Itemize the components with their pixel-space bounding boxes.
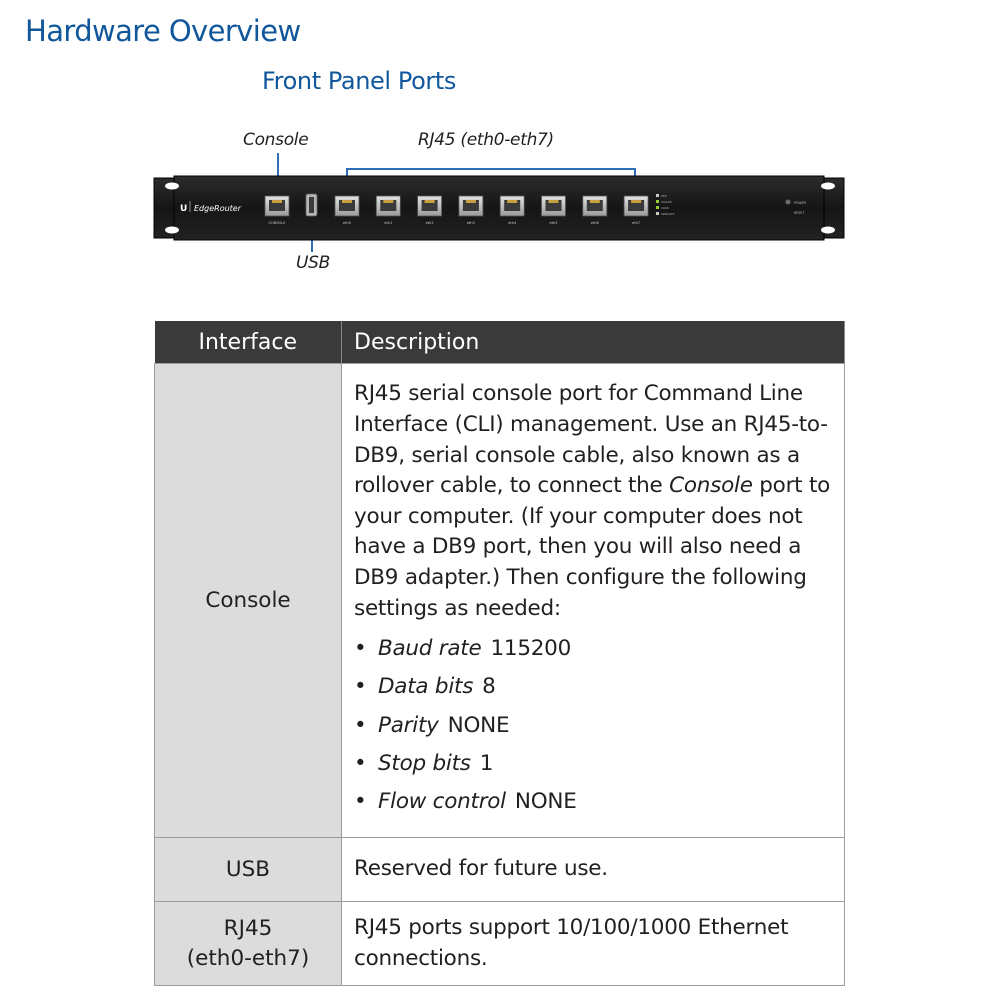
led-indicator-icon — [656, 206, 659, 209]
interface-table — [154, 321, 845, 986]
eth-port-label: eth1 — [384, 221, 393, 225]
console-callout-label: Console — [243, 130, 309, 150]
usb-port-icon — [306, 194, 317, 216]
interface-cell: Console — [155, 364, 342, 838]
router-front-panel — [150, 170, 850, 246]
rj45-callout-label: RJ45 (eth0-eth7) — [418, 130, 554, 150]
description-cell: RJ45 ports support 10/100/1000 Ethernet connections. — [342, 902, 845, 986]
description-cell — [342, 364, 845, 838]
eth-port-label: eth6 — [590, 221, 599, 225]
brand-name: EdgeRouter — [194, 204, 242, 213]
eth-port-label: eth5 — [549, 221, 558, 225]
table-header-row — [155, 321, 845, 364]
led-legend-label: LINK/ACT — [661, 212, 675, 216]
led-indicator-icon — [656, 194, 659, 197]
brand-logo-icon: U — [180, 204, 188, 214]
page-heading: Hardware Overview — [25, 14, 301, 48]
bullet-icon: • — [354, 789, 367, 815]
list-item: • Baud rate 115200 — [354, 630, 834, 668]
console-port-icon — [265, 196, 289, 216]
header-description: Description — [342, 321, 845, 364]
led-legend-label: 10/100 — [661, 200, 672, 204]
table-row-usb — [155, 838, 845, 902]
console-settings-list — [354, 630, 834, 821]
eth-port-icon — [459, 196, 483, 216]
eth-port-icon — [418, 196, 442, 216]
list-item: • Parity NONE — [354, 707, 834, 745]
console-description: RJ45 serial console port for Command Line Interface (CLI) management. Use an RJ45-to-DB9, serial console cable, also known as a rollover cable, to connect the Console port to your computer. (If your computer does not have a DB9 port, then you will also need a DB9 adapter.) Then configure the following settings as needed: — [354, 381, 831, 621]
header-interface: Interface — [155, 321, 342, 364]
interface-cell: RJ45 (eth0-eth7) — [155, 902, 342, 986]
list-item: • Stop bits 1 — [354, 745, 834, 783]
eth-port-icon — [542, 196, 566, 216]
bullet-icon: • — [354, 712, 367, 738]
mount-hole-icon — [821, 183, 835, 190]
list-item: • Flow control NONE — [354, 783, 834, 821]
usb-callout-label: USB — [296, 253, 330, 273]
mount-hole-icon — [821, 227, 835, 234]
led-legend-label: SFP — [661, 194, 667, 198]
power-led-icon — [786, 200, 791, 205]
eth-port-label: eth2 — [425, 221, 434, 225]
bullet-icon: • — [354, 751, 367, 777]
interface-cell: USB — [155, 838, 342, 902]
led-indicator-icon — [656, 212, 659, 215]
power-label: POWER — [794, 201, 806, 205]
mount-hole-icon — [165, 227, 179, 234]
description-cell: Reserved for future use. — [342, 838, 845, 902]
eth-port-icon — [376, 196, 400, 216]
eth-port-icon — [500, 196, 524, 216]
console-port-name: Console — [669, 473, 753, 499]
table-row-console — [155, 364, 845, 838]
eth-port-icon — [583, 196, 607, 216]
eth-port-icon — [624, 196, 648, 216]
eth-port-label: eth4 — [508, 221, 517, 225]
led-legend-label: 1000 — [661, 206, 669, 210]
bullet-icon: • — [354, 636, 367, 662]
list-item: • Data bits 8 — [354, 668, 834, 706]
eth-port-label: eth0 — [343, 221, 351, 225]
bullet-icon: • — [354, 674, 367, 700]
reset-label: RESET — [794, 211, 805, 215]
mount-hole-icon — [165, 183, 179, 190]
table-row-rj45 — [155, 902, 845, 986]
eth-port-icon — [335, 196, 359, 216]
console-port-label: CONSOLE — [268, 221, 286, 225]
eth-port-label: eth7 — [632, 221, 641, 225]
section-heading: Front Panel Ports — [262, 67, 456, 95]
led-indicator-icon — [656, 200, 659, 203]
eth-port-label: eth3 — [466, 221, 475, 225]
